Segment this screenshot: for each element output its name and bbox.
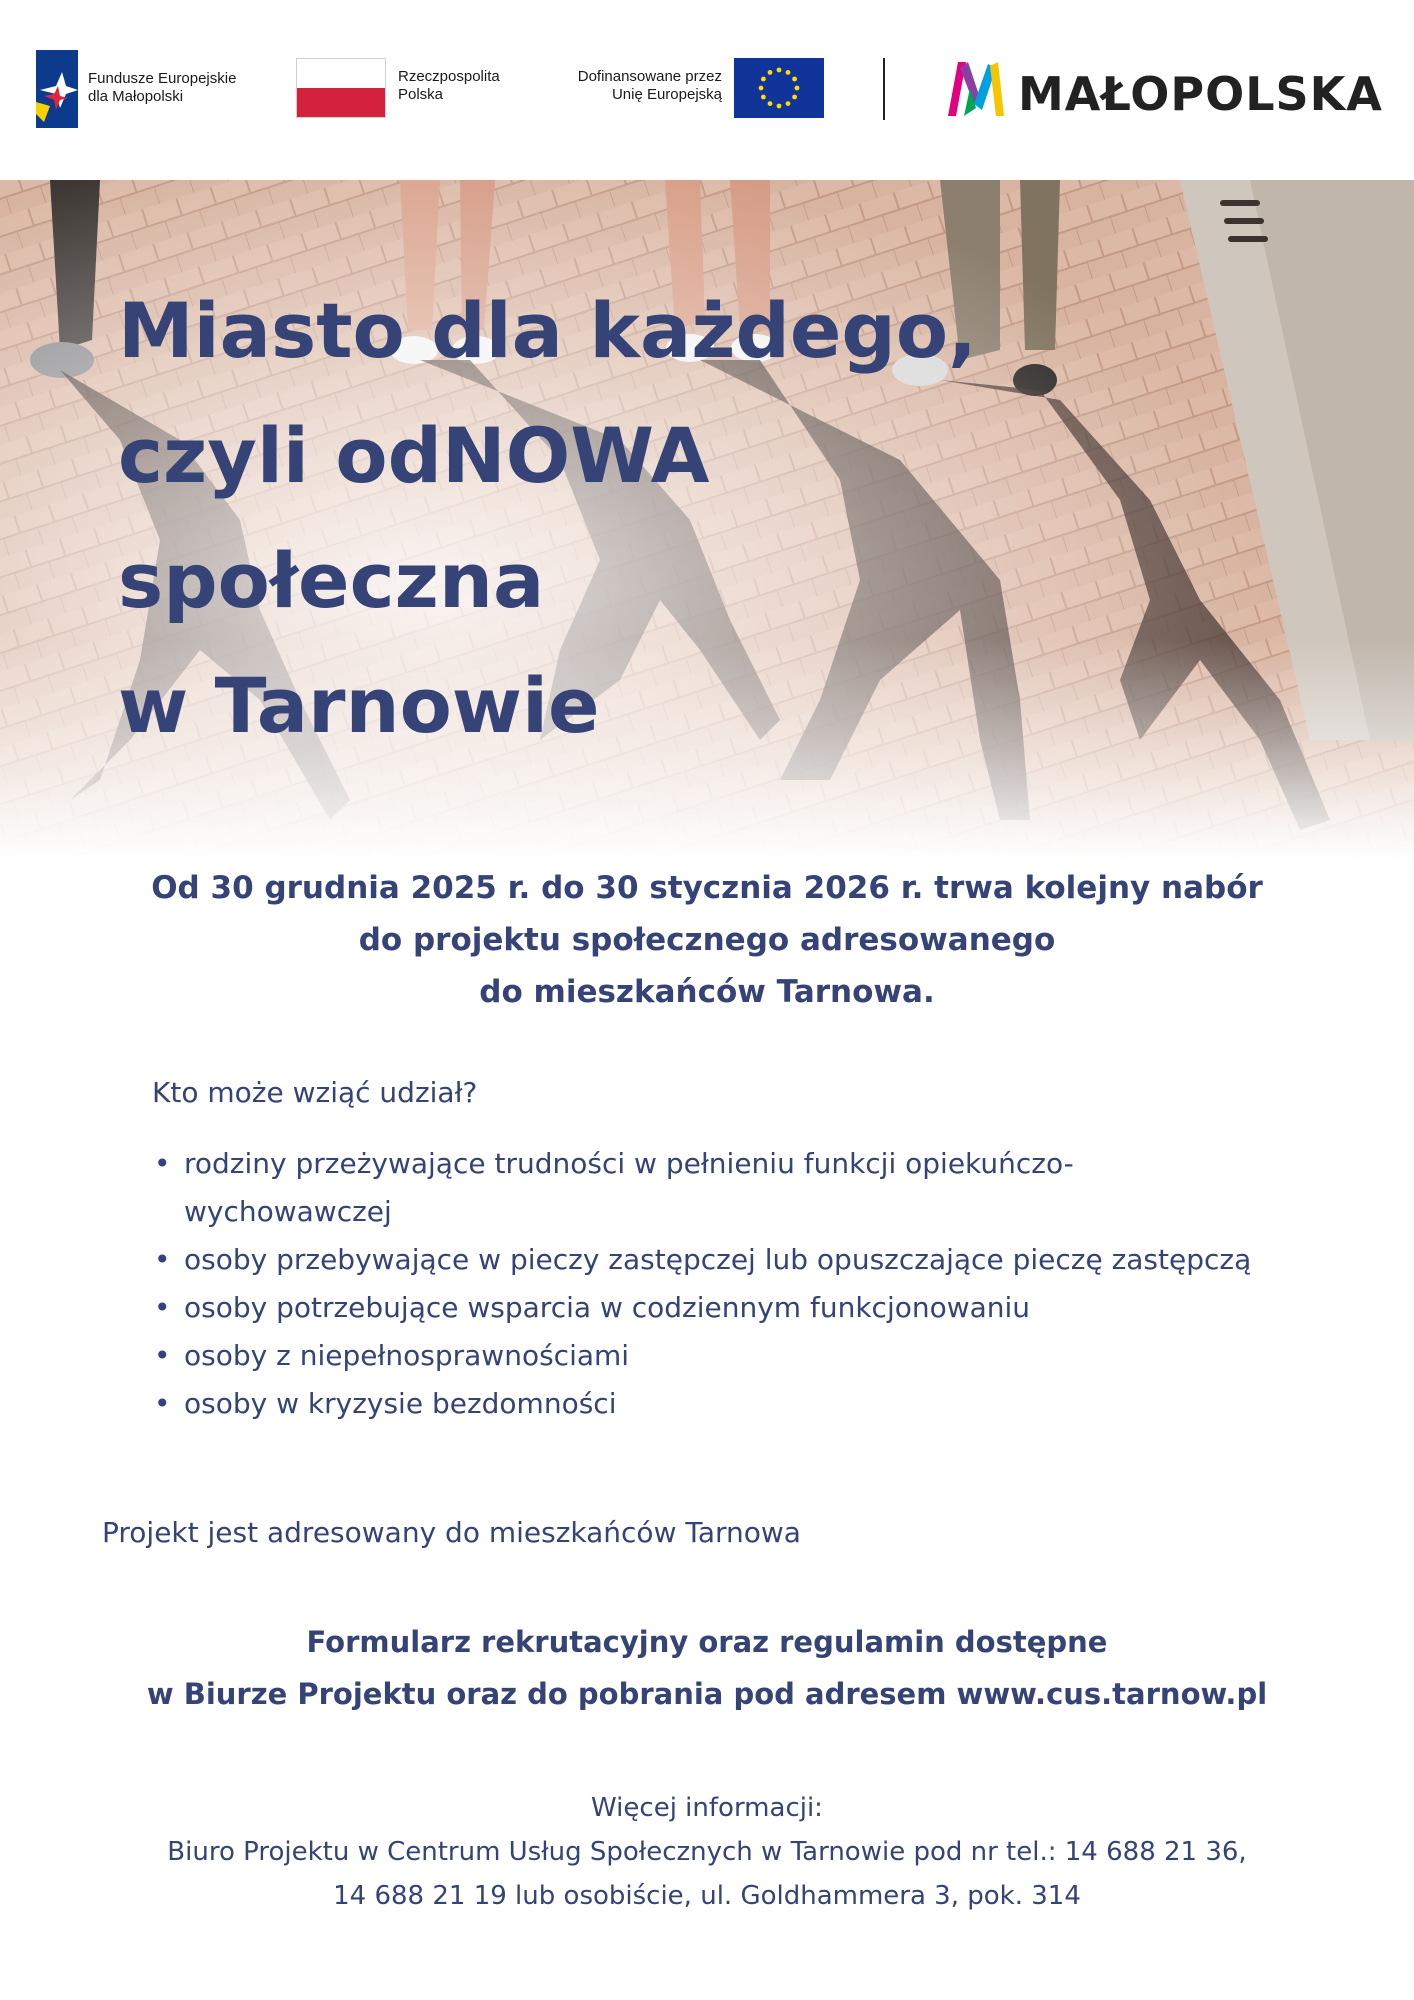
title-line3: społeczna (118, 536, 545, 625)
dates-line3: do mieszkańców Tarnowa. (479, 974, 935, 1010)
ue-line2: Unię Europejską (611, 86, 722, 103)
list-item: • osoby w kryzysie bezdomności (154, 1380, 1254, 1428)
eu-star-icon (768, 70, 773, 75)
eu-flag-icon (734, 58, 824, 118)
eu-star-icon (777, 104, 782, 109)
dates-line2: do projektu społecznego adresowanego (358, 922, 1056, 958)
ue-line1: Dofinansowane przez (577, 68, 722, 85)
malopolska-logo-icon (944, 58, 1008, 118)
who-heading: Kto może wziąć udział? (152, 1076, 478, 1109)
dates-line1: Od 30 grudnia 2025 r. do 30 stycznia 2026 r. trwa kolejny nabór (151, 870, 1263, 906)
title-line4: w Tarnowie (118, 661, 600, 750)
eu-star-icon (786, 70, 791, 75)
form-info (60, 1616, 1354, 1720)
eu-star-icon (759, 86, 764, 91)
rp-line2: Polska (398, 86, 444, 103)
form-line2: w Biurze Projektu oraz do pobrania pod adresem www.cus.tarnow.pl (146, 1677, 1268, 1711)
eu-star-icon (768, 101, 773, 106)
malopolska-wordmark: MAŁOPOLSKA (1018, 67, 1383, 121)
addressed-note: Projekt jest adresowany do mieszkańców Tarnowa (102, 1516, 801, 1549)
title-line2: czyli odNOWA (118, 411, 710, 500)
eu-star-icon (761, 77, 766, 82)
contact-line2: 14 688 21 19 lub osobiście, ul. Goldhammera 3, pok. 314 (333, 1881, 1081, 1911)
eu-star-icon (777, 68, 782, 73)
fe-line2: dla Małopolski (88, 88, 184, 105)
title-line1: Miasto dla każdego, (118, 286, 977, 375)
page-title (118, 268, 977, 768)
list-item: • osoby przebywające w pieczy zastępczej lub opuszczające pieczę zastępczą (154, 1236, 1254, 1284)
eu-star-icon (786, 101, 791, 106)
rp-line1: Rzeczpospolita (398, 68, 500, 85)
fundusze-europejskie-logo (36, 50, 78, 128)
form-line1: Formularz rekrutacyjny oraz regulamin dostępne (306, 1625, 1108, 1659)
eu-star-icon (795, 86, 800, 91)
eu-star-icon (761, 95, 766, 100)
eu-star-icon (792, 77, 797, 82)
logo-strip (0, 0, 1414, 180)
contact-line1: Biuro Projektu w Centrum Usług Społecznych w Tarnowie pod nr tel.: 14 688 21 36, (167, 1837, 1247, 1867)
list-item: • rodziny przeżywające trudności w pełnieniu funkcji opiekuńczo-wychowawczej (154, 1140, 1254, 1236)
contact-info (60, 1786, 1354, 1918)
contact-heading: Więcej informacji: (591, 1793, 823, 1823)
eu-funding-label (540, 68, 722, 104)
fundusze-europejskie-label (88, 70, 236, 106)
rzeczpospolita-label (398, 68, 500, 104)
eu-star-icon (792, 95, 797, 100)
poland-flag-icon (296, 58, 386, 118)
criteria-list (154, 1140, 1254, 1428)
recruitment-dates (60, 862, 1354, 1018)
fe-line1: Fundusze Europejskie (88, 70, 237, 87)
list-item: • osoby potrzebujące wsparcia w codziennym funkcjonowaniu (154, 1284, 1254, 1332)
list-item: • osoby z niepełnosprawnościami (154, 1332, 1254, 1380)
logo-divider (883, 58, 885, 120)
